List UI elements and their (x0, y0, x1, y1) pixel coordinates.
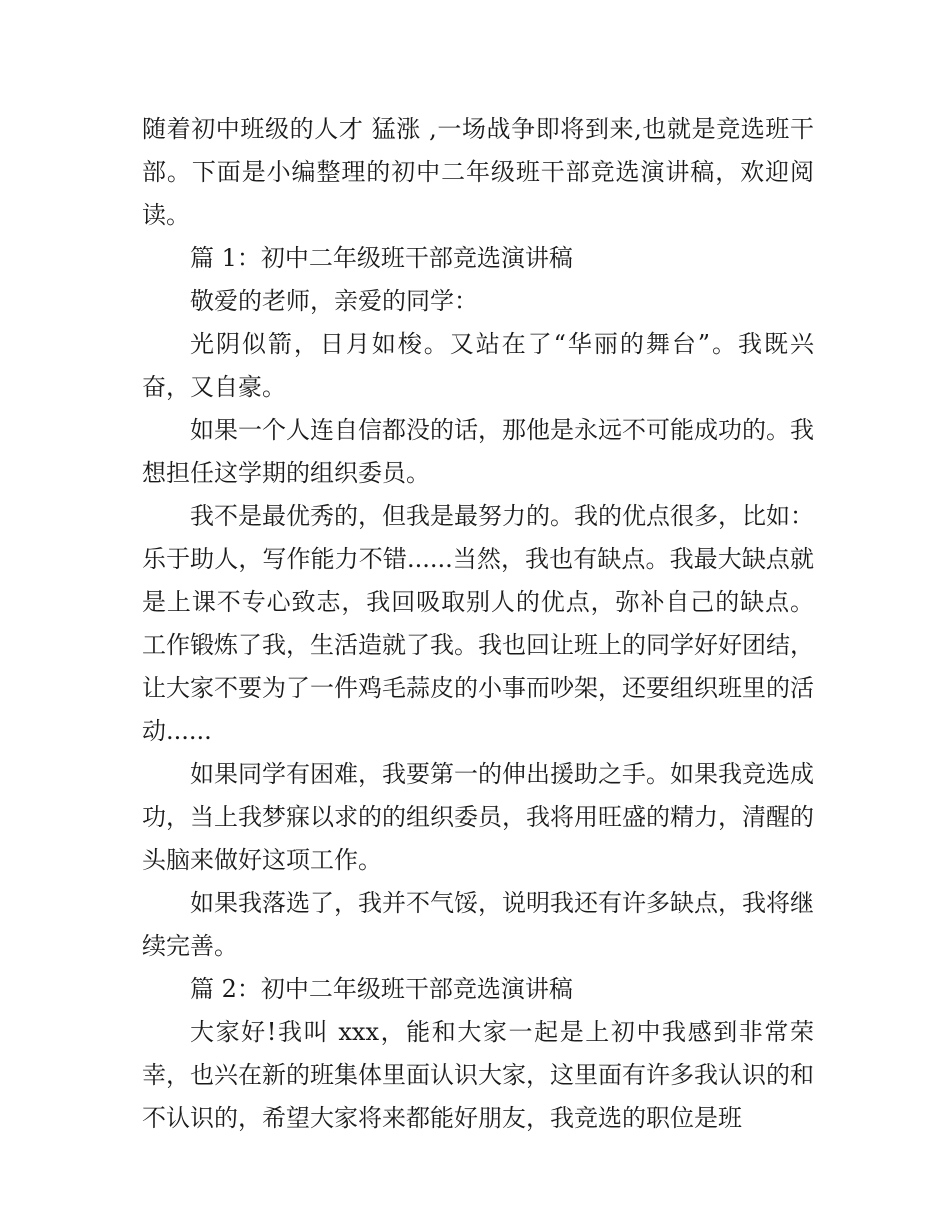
section-heading-2: 篇 2：初中二年级班干部竞选演讲稿 (190, 975, 573, 1003)
paragraph: 如果一个人连自信都没的话，那他是永远不可能成功的。我想担任这学期的组织委员。 (142, 416, 814, 487)
paragraph: 我不是最优秀的，但我是最努力的。我的优点很多，比如：乐于助人，写作能力不错......当然，我也有缺点。我最大缺点就是上课不专心致志，我回吸取别人的优点，弥补自己的缺点。 工作锻炼了我，生活造就了我。我也回让班上的同学好好团结，让大家不要为了一件鸡毛蒜皮的小事而吵架，还要组织班里的活动...... (142, 502, 814, 745)
paragraph-salutation: 敬爱的老师，亲爱的同学： (190, 287, 478, 315)
section-heading-1: 篇 1：初中二年级班干部竞选演讲稿 (190, 244, 573, 272)
paragraph-intro: 随着初中班级的人才 猛涨 ,一场战争即将到来,也就是竞选班干部。下面是小编整理的初中二年级班干部竞选演讲稿，欢迎阅读。 (142, 115, 814, 229)
paragraph: 光阴似箭，日月如梭。又站在了“华丽的舞台”。我既兴奋，又自豪。 (142, 330, 814, 401)
paragraph: 如果同学有困难，我要第一的伸出援助之手。如果我竞选成功，当上我梦寐以求的的组织委员，我将用旺盛的精力，清醒的头脑来做好这项工作。 (142, 760, 814, 874)
document-body (142, 108, 814, 1140)
paragraph: 大家好!我叫 xxx，能和大家一起是上初中我感到非常荣幸，也兴在新的班集体里面认识大家，这里面有许多我认识的和不认识的，希望大家将来都能好朋友，我竞选的职位是班 (142, 1018, 814, 1132)
paragraph: 如果我落选了，我并不气馁，说明我还有许多缺点，我将继续完善。 (142, 889, 814, 960)
